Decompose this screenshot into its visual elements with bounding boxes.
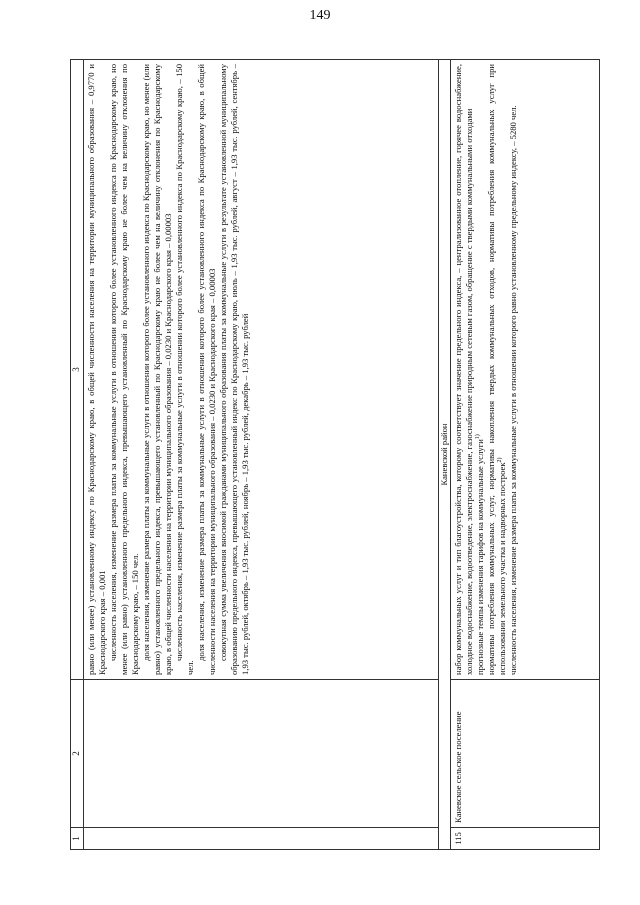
table-row bbox=[451, 60, 600, 850]
continuation-paragraph: доля населения, изменение размера платы за коммунальные услуги в отношении которого более установленного индекса по Краснодарскому краю, но менее (или равно) установленного предельного индекса, превышающего установленный по Краснодарскому краю не более чем на величину отклонения по Краснодарскому краю, в общей численности населения на территории муниципального образования – 0,0230 и Краснодарского края – 0,00003 bbox=[140, 64, 173, 675]
continuation-settlement-cell bbox=[83, 680, 439, 828]
header-col-2: 2 bbox=[71, 680, 84, 828]
row-paragraph-text: нормативы потребления коммунальных услуг, нормативы накопления твердых коммунальных отходов, нормативы потребления коммунальных услуг при использовании земельного участка и надворных построек bbox=[486, 64, 508, 675]
indices-table bbox=[70, 59, 600, 850]
footnote-mark: 1) bbox=[475, 434, 482, 440]
section-title: Каневской район bbox=[439, 60, 451, 850]
row-description bbox=[451, 60, 600, 680]
section-row bbox=[439, 60, 451, 850]
row-settlement: Каневское сельское поселение bbox=[451, 680, 600, 828]
continuation-number-cell bbox=[83, 828, 439, 850]
continuation-paragraph: совокупная сумма увеличения вносимой гражданами муниципального образования платы за коммунальные услуги в результате установленной муниципальному образованию предельного индекса, превышающего установленный индекс по Краснодарскому краю, июль – 1,93 тыс. рублей, август – 1,93 тыс. рублей, сентябрь – 1,93 тыс. рублей, октябрь – 1,93 тыс. рублей, ноябрь – 1,93 тыс. рублей, декабрь – 1,93 тыс. рублей bbox=[217, 64, 250, 675]
row-paragraph bbox=[475, 64, 486, 675]
continuation-paragraph: численность населения, изменение размера платы за коммунальные услуги в отношении которого более установленного индекса по Краснодарскому краю, но менее (или равно) установленного предельного индекса, превышающего установленный по Краснодарскому краю не более чем на величину отклонения по Краснодарскому краю, – 150 чел. bbox=[107, 64, 140, 675]
row-paragraph bbox=[486, 64, 508, 675]
continuation-paragraph: численность населения, изменение размера платы за коммунальные услуги в отношении которого более установленного индекса по Краснодарскому краю, – 150 чел. bbox=[173, 64, 195, 675]
footnote-mark: 2) bbox=[497, 457, 504, 463]
table-header-row bbox=[71, 60, 84, 850]
rotated-table bbox=[70, 60, 600, 850]
page-number: 149 bbox=[309, 8, 331, 23]
row-paragraph: набор коммунальных услуг и тип благоустройства, которому соответствует значение предельного индекса, – централизованное отопление, горячее водоснабжение, холодное водоснабжение, водоотведение, электроснабжение, газоснабжение природным сетевым газом, обращение с твердыми коммунальными отходами bbox=[453, 64, 475, 675]
continuation-paragraph: равно (или менее) установленному индексу по Краснодарскому краю, в общей численности населения на территории муниципального образования – 0,9770 и Краснодарского края – 0,001 bbox=[85, 64, 107, 675]
continuation-text-cell bbox=[83, 60, 439, 680]
row-paragraph-text: прогнозные темпы изменения тарифов на коммунальные услуги bbox=[475, 439, 486, 675]
row-number: 115 bbox=[451, 828, 600, 850]
header-col-3: 3 bbox=[71, 60, 84, 680]
row-paragraph: численность населения, изменение размера платы за коммунальные услуги в отношении которого равно установленному предельному индексу, – 5280 чел. bbox=[508, 105, 519, 675]
continuation-paragraph: доля населения, изменение размера платы за коммунальные услуги в отношении которого более установленного индекса по Краснодарскому краю, в общей численности населения на территории муниципального образования – 0,0230 и Краснодарского края – 0,00003 bbox=[195, 64, 217, 675]
continuation-row bbox=[83, 60, 439, 850]
header-col-1: 1 bbox=[71, 828, 84, 850]
